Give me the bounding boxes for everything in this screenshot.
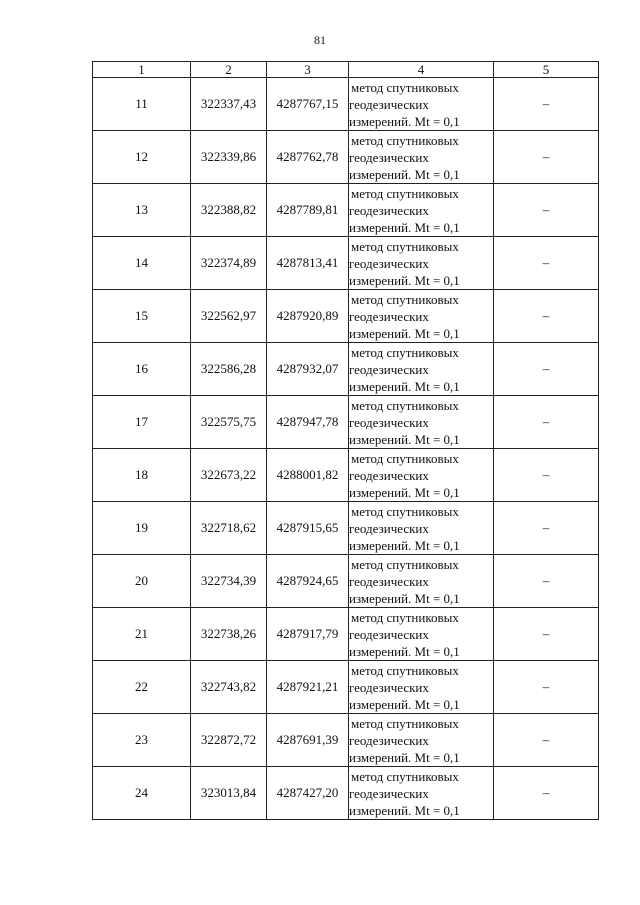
table-header [93,62,599,78]
x-coordinate-cell: 322718,62 [191,502,267,555]
method-line-1: метод спутниковых [351,132,459,148]
method-cell [349,184,494,237]
method-line-2: геодезических [349,467,429,483]
y-coordinate-cell: 4287920,89 [267,290,349,343]
y-coordinate-cell: 4287762,78 [267,131,349,184]
note-cell: – [494,237,599,290]
method-line-3: измерений. Mt = 0,1 [349,272,460,288]
method-line-3: измерений. Mt = 0,1 [349,113,460,129]
note-cell: – [494,184,599,237]
method-line-2: геодезических [349,679,429,695]
method-cell [349,78,494,131]
page-number: 81 [314,33,326,47]
x-coordinate-cell: 322734,39 [191,555,267,608]
x-coordinate-cell: 322374,89 [191,237,267,290]
method-cell [349,555,494,608]
note-cell: – [494,131,599,184]
x-coordinate-cell: 322743,82 [191,661,267,714]
method-line-3: измерений. Mt = 0,1 [349,166,460,182]
method-line-1: метод спутниковых [351,662,459,678]
method-line-1: метод спутниковых [351,397,459,413]
header-col-1: 1 [93,62,191,78]
coordinates-table [92,61,599,820]
method-line-3: измерений. Mt = 0,1 [349,802,460,818]
note-cell: – [494,714,599,767]
method-cell [349,449,494,502]
x-coordinate-cell: 322738,26 [191,608,267,661]
y-coordinate-cell: 4287932,07 [267,343,349,396]
note-cell: – [494,78,599,131]
method-line-3: измерений. Mt = 0,1 [349,537,460,553]
x-coordinate-cell: 322575,75 [191,396,267,449]
method-line-1: метод спутниковых [351,79,459,95]
y-coordinate-cell: 4287917,79 [267,608,349,661]
method-line-2: геодезических [349,361,429,377]
method-cell [349,343,494,396]
y-coordinate-cell: 4287924,65 [267,555,349,608]
table-row [93,449,599,502]
method-cell [349,237,494,290]
table-row [93,290,599,343]
method-line-2: геодезических [349,573,429,589]
note-cell: – [494,767,599,820]
method-line-2: геодезических [349,520,429,536]
method-line-2: геодезических [349,626,429,642]
point-number-cell: 24 [93,767,191,820]
method-line-3: измерений. Mt = 0,1 [349,643,460,659]
note-cell: – [494,396,599,449]
table-row [93,131,599,184]
method-line-1: метод спутниковых [351,291,459,307]
header-col-5: 5 [494,62,599,78]
note-cell: – [494,290,599,343]
header-col-3: 3 [267,62,349,78]
y-coordinate-cell: 4287915,65 [267,502,349,555]
method-cell [349,396,494,449]
header-row [93,62,599,78]
table-row [93,78,599,131]
method-line-3: измерений. Mt = 0,1 [349,590,460,606]
method-line-1: метод спутниковых [351,344,459,360]
point-number-cell: 16 [93,343,191,396]
method-line-2: геодезических [349,732,429,748]
note-cell: – [494,608,599,661]
method-line-1: метод спутниковых [351,238,459,254]
header-col-2: 2 [191,62,267,78]
method-line-1: метод спутниковых [351,715,459,731]
table-row [93,502,599,555]
method-cell [349,131,494,184]
note-cell: – [494,502,599,555]
method-line-3: измерений. Mt = 0,1 [349,484,460,500]
method-line-1: метод спутниковых [351,450,459,466]
note-cell: – [494,555,599,608]
x-coordinate-cell: 322339,86 [191,131,267,184]
y-coordinate-cell: 4287427,20 [267,767,349,820]
y-coordinate-cell: 4287767,15 [267,78,349,131]
table-row [93,237,599,290]
method-line-3: измерений. Mt = 0,1 [349,431,460,447]
x-coordinate-cell: 322673,22 [191,449,267,502]
method-cell [349,767,494,820]
method-cell [349,502,494,555]
point-number-cell: 12 [93,131,191,184]
method-line-3: измерений. Mt = 0,1 [349,219,460,235]
method-line-2: геодезических [349,414,429,430]
method-line-1: метод спутниковых [351,503,459,519]
method-cell [349,290,494,343]
table-row [93,555,599,608]
point-number-cell: 20 [93,555,191,608]
y-coordinate-cell: 4287921,21 [267,661,349,714]
method-line-1: метод спутниковых [351,609,459,625]
point-number-cell: 17 [93,396,191,449]
table-row [93,608,599,661]
method-line-2: геодезических [349,96,429,112]
point-number-cell: 14 [93,237,191,290]
method-line-3: измерений. Mt = 0,1 [349,325,460,341]
y-coordinate-cell: 4287691,39 [267,714,349,767]
method-line-3: измерений. Mt = 0,1 [349,749,460,765]
table-row [93,184,599,237]
method-line-2: геодезических [349,149,429,165]
method-line-1: метод спутниковых [351,185,459,201]
table-body [93,78,599,820]
y-coordinate-cell: 4287789,81 [267,184,349,237]
table-row [93,396,599,449]
point-number-cell: 21 [93,608,191,661]
note-cell: – [494,449,599,502]
point-number-cell: 19 [93,502,191,555]
x-coordinate-cell: 322388,82 [191,184,267,237]
y-coordinate-cell: 4287947,78 [267,396,349,449]
method-cell [349,714,494,767]
table-row [93,343,599,396]
table-row [93,714,599,767]
table-row [93,661,599,714]
method-line-3: измерений. Mt = 0,1 [349,696,460,712]
header-col-4: 4 [349,62,494,78]
note-cell: – [494,661,599,714]
method-cell [349,661,494,714]
y-coordinate-cell: 4287813,41 [267,237,349,290]
x-coordinate-cell: 322337,43 [191,78,267,131]
method-line-2: геодезических [349,785,429,801]
method-line-2: геодезических [349,255,429,271]
x-coordinate-cell: 322872,72 [191,714,267,767]
x-coordinate-cell: 323013,84 [191,767,267,820]
method-line-1: метод спутниковых [351,556,459,572]
x-coordinate-cell: 322586,28 [191,343,267,396]
method-cell [349,608,494,661]
note-cell: – [494,343,599,396]
method-line-2: геодезических [349,308,429,324]
point-number-cell: 13 [93,184,191,237]
method-line-2: геодезических [349,202,429,218]
table-row [93,767,599,820]
point-number-cell: 23 [93,714,191,767]
x-coordinate-cell: 322562,97 [191,290,267,343]
point-number-cell: 11 [93,78,191,131]
point-number-cell: 15 [93,290,191,343]
y-coordinate-cell: 4288001,82 [267,449,349,502]
point-number-cell: 18 [93,449,191,502]
point-number-cell: 22 [93,661,191,714]
method-line-3: измерений. Mt = 0,1 [349,378,460,394]
method-line-1: метод спутниковых [351,768,459,784]
